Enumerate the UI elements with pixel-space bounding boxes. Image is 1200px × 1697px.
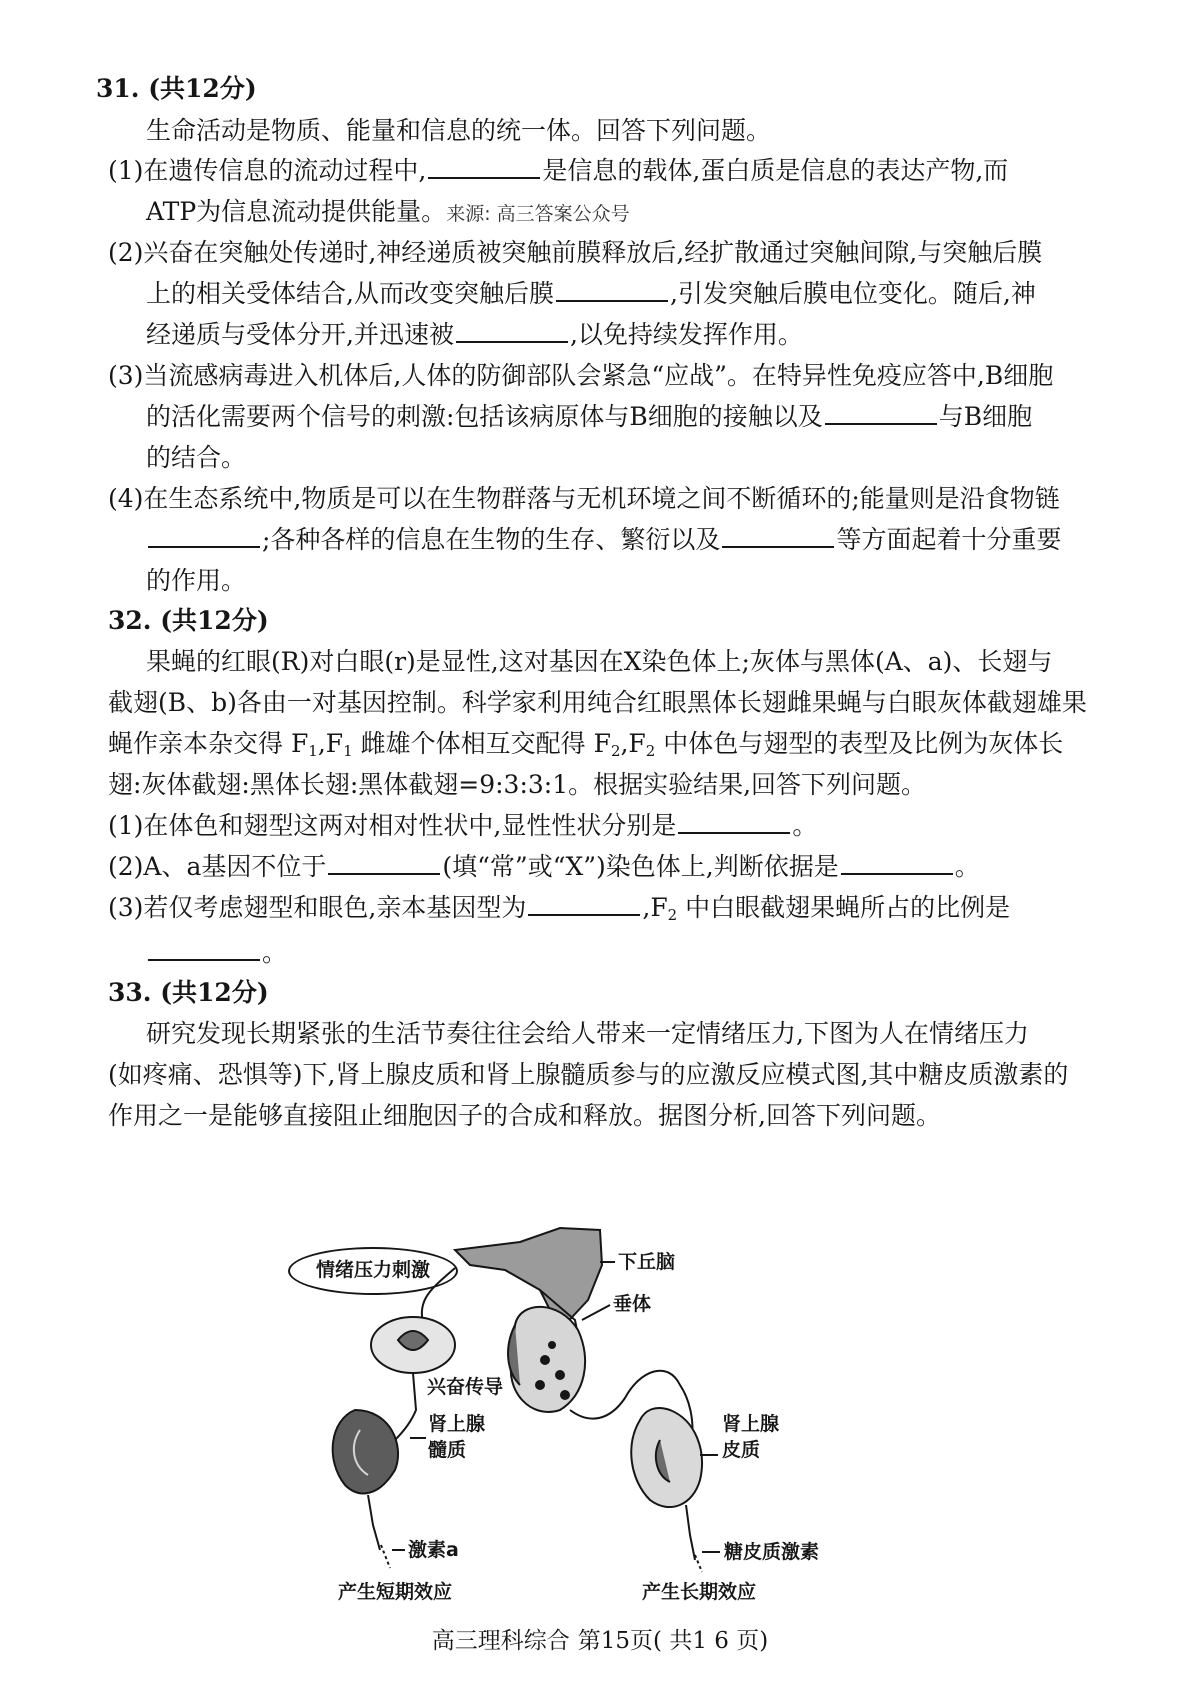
page-footer [0, 1622, 1200, 1655]
medulla-label-line2: 髓质 [428, 1439, 467, 1461]
q31-intro: 生命活动是物质、能量和信息的统一体。回答下列问题。 [146, 116, 772, 145]
q31-p1-text-b: 是信息的载体,蛋白质是信息的表达产物,而 [542, 156, 1009, 185]
q31-p4-text-b: ;各种各样的信息在生物的生存、繁衍以及 [262, 525, 721, 554]
q31-p2-text-d: 经递质与受体分开,并迅速被 [146, 320, 454, 349]
q32-p2-text-c: 。 [954, 852, 980, 881]
q32-intro-line1: 果蝇的红眼(R)对白眼(r)是显性,这对基因在X染色体上;灰体与黑体(A、a)、长翅与 [146, 647, 1053, 676]
stimulus-oval [288, 1247, 458, 1295]
medulla-label-line1: 肾上腺 [428, 1413, 486, 1435]
subscript-1: 1 [308, 742, 318, 760]
q31-part4-line3: 的作用。 [146, 566, 247, 595]
hormone-a-release [368, 1495, 380, 1550]
adrenal-medulla-shape [333, 1410, 398, 1493]
q32-intro-3e: 中体色与翅型的表型及比例为灰体长 [655, 729, 1064, 758]
q31-part2-line1: (2)兴奋在突触处传递时,神经递质被突触前膜释放后,经扩散通过突触间隙,与突触后膜 [108, 238, 1043, 267]
subscript-2: 2 [610, 742, 621, 760]
q31-p2-text-b: 上的相关受体结合,从而改变突触后膜 [146, 279, 554, 308]
subscript-2: 2 [667, 906, 678, 924]
q32-p3-text-d: 。 [262, 938, 288, 967]
cortex-label-line2: 皮质 [722, 1439, 761, 1461]
excitation-label: 兴奋传导 [427, 1376, 504, 1398]
q31-p2-text-c: ,引发突触后膜电位变化。随后,神 [669, 279, 1036, 308]
hormone-a-label: 激素a [408, 1539, 459, 1561]
q31-part4-line1: (4)在生态系统中,物质是可以在生物群落与无机环境之间不断循环的;能量则是沿食物链 [108, 484, 1060, 513]
stimulus-label: 情绪压力刺激 [315, 1259, 430, 1281]
q31-p1-text-c: ATP为信息流动提供能量。 [146, 197, 447, 226]
q32-p2-text-a: (2)A、a基因不位于 [108, 852, 327, 881]
q32-p3-text-c: 中白眼截翅果蝇所占的比例是 [677, 893, 1011, 922]
q32-intro-3b: ,F [317, 729, 344, 758]
source-watermark-text: 来源: 高三答案公众号 [446, 203, 630, 225]
q31-p1-text-a: (1)在遗传信息的流动过程中, [108, 156, 427, 185]
q32-intro-3c: 雌雄个体相互交配得 F [352, 729, 611, 758]
subscript-2: 2 [645, 742, 656, 760]
cortex-label-line1: 肾上腺 [722, 1413, 780, 1435]
q31-part3-line3: 的结合。 [146, 443, 247, 472]
q31-p2-text-e: ,以免持续发挥作用。 [569, 320, 803, 349]
pituitary-label: 垂体 [613, 1293, 652, 1315]
q32-heading: 32. (共12分) [108, 606, 269, 635]
q32-p3-text-b: ,F [642, 893, 668, 922]
long-effect-label: 产生长期效应 [642, 1581, 757, 1603]
footer-subject: 高三理科综合 [431, 1628, 570, 1654]
q31-p4-text-c: 等方面起着十分重要 [836, 525, 1062, 554]
glucocorticoid-label: 糖皮质激素 [724, 1541, 820, 1563]
footer-page-number: 第15页( 共1 6 页) [577, 1628, 769, 1654]
nerve-to-medulla [395, 1373, 416, 1440]
q33-heading: 33. (共12分) [108, 978, 269, 1007]
q32-p1-text-b: 。 [792, 811, 818, 840]
q32-intro-line2: 截翅(B、b)各由一对基因控制。科学家利用纯合红眼黑体长翅雌果蝇与白眼灰体截翅雄果 [108, 688, 1087, 717]
hypothalamus-label: 下丘脑 [618, 1251, 676, 1273]
q32-intro-3a: 蝇作亲本杂交得 F [108, 729, 309, 758]
q31-heading: 31. (共12分) [96, 74, 257, 103]
q31-p3-text-c: 与B细胞 [938, 402, 1033, 431]
q33-intro-line1: 研究发现长期紧张的生活节奏往往会给人带来一定情绪压力,下图为人在情绪压力 [146, 1019, 1029, 1048]
short-effect-label: 产生短期效应 [338, 1581, 453, 1603]
q33-intro-line3: 作用之一是能够直接阻止细胞因子的合成和释放。据图分析,回答下列问题。 [108, 1101, 941, 1130]
q31-part3-line1: (3)当流感病毒进入机体后,人体的防御部队会紧急“应战”。在特异性免疫应答中,B细胞 [108, 361, 1054, 390]
q32-intro-line4: 翅:灰体截翅:黑体长翅:黑体截翅=9:3:3:1。根据实验结果,回答下列问题。 [108, 770, 927, 799]
q32-intro-3d: ,F [620, 729, 646, 758]
q32-p2-text-b: (填“常”或“X”)染色体上,判断依据是 [442, 852, 839, 881]
q32-p3-text-a: (3)若仅考虑翅型和眼色,亲本基因型为 [108, 893, 527, 922]
glucocorticoid-release [686, 1505, 695, 1560]
q32-p1-text-a: (1)在体色和翅型这两对相对性状中,显性性状分别是 [108, 811, 677, 840]
q31-p3-text-b: 的活化需要两个信号的刺激:包括该病原体与B细胞的接触以及 [146, 402, 823, 431]
subscript-1: 1 [343, 742, 353, 760]
q33-intro-line2: (如疼痛、恐惧等)下,肾上腺皮质和肾上腺髓质参与的应激反应模式图,其中糖皮质激素的 [108, 1060, 1069, 1089]
